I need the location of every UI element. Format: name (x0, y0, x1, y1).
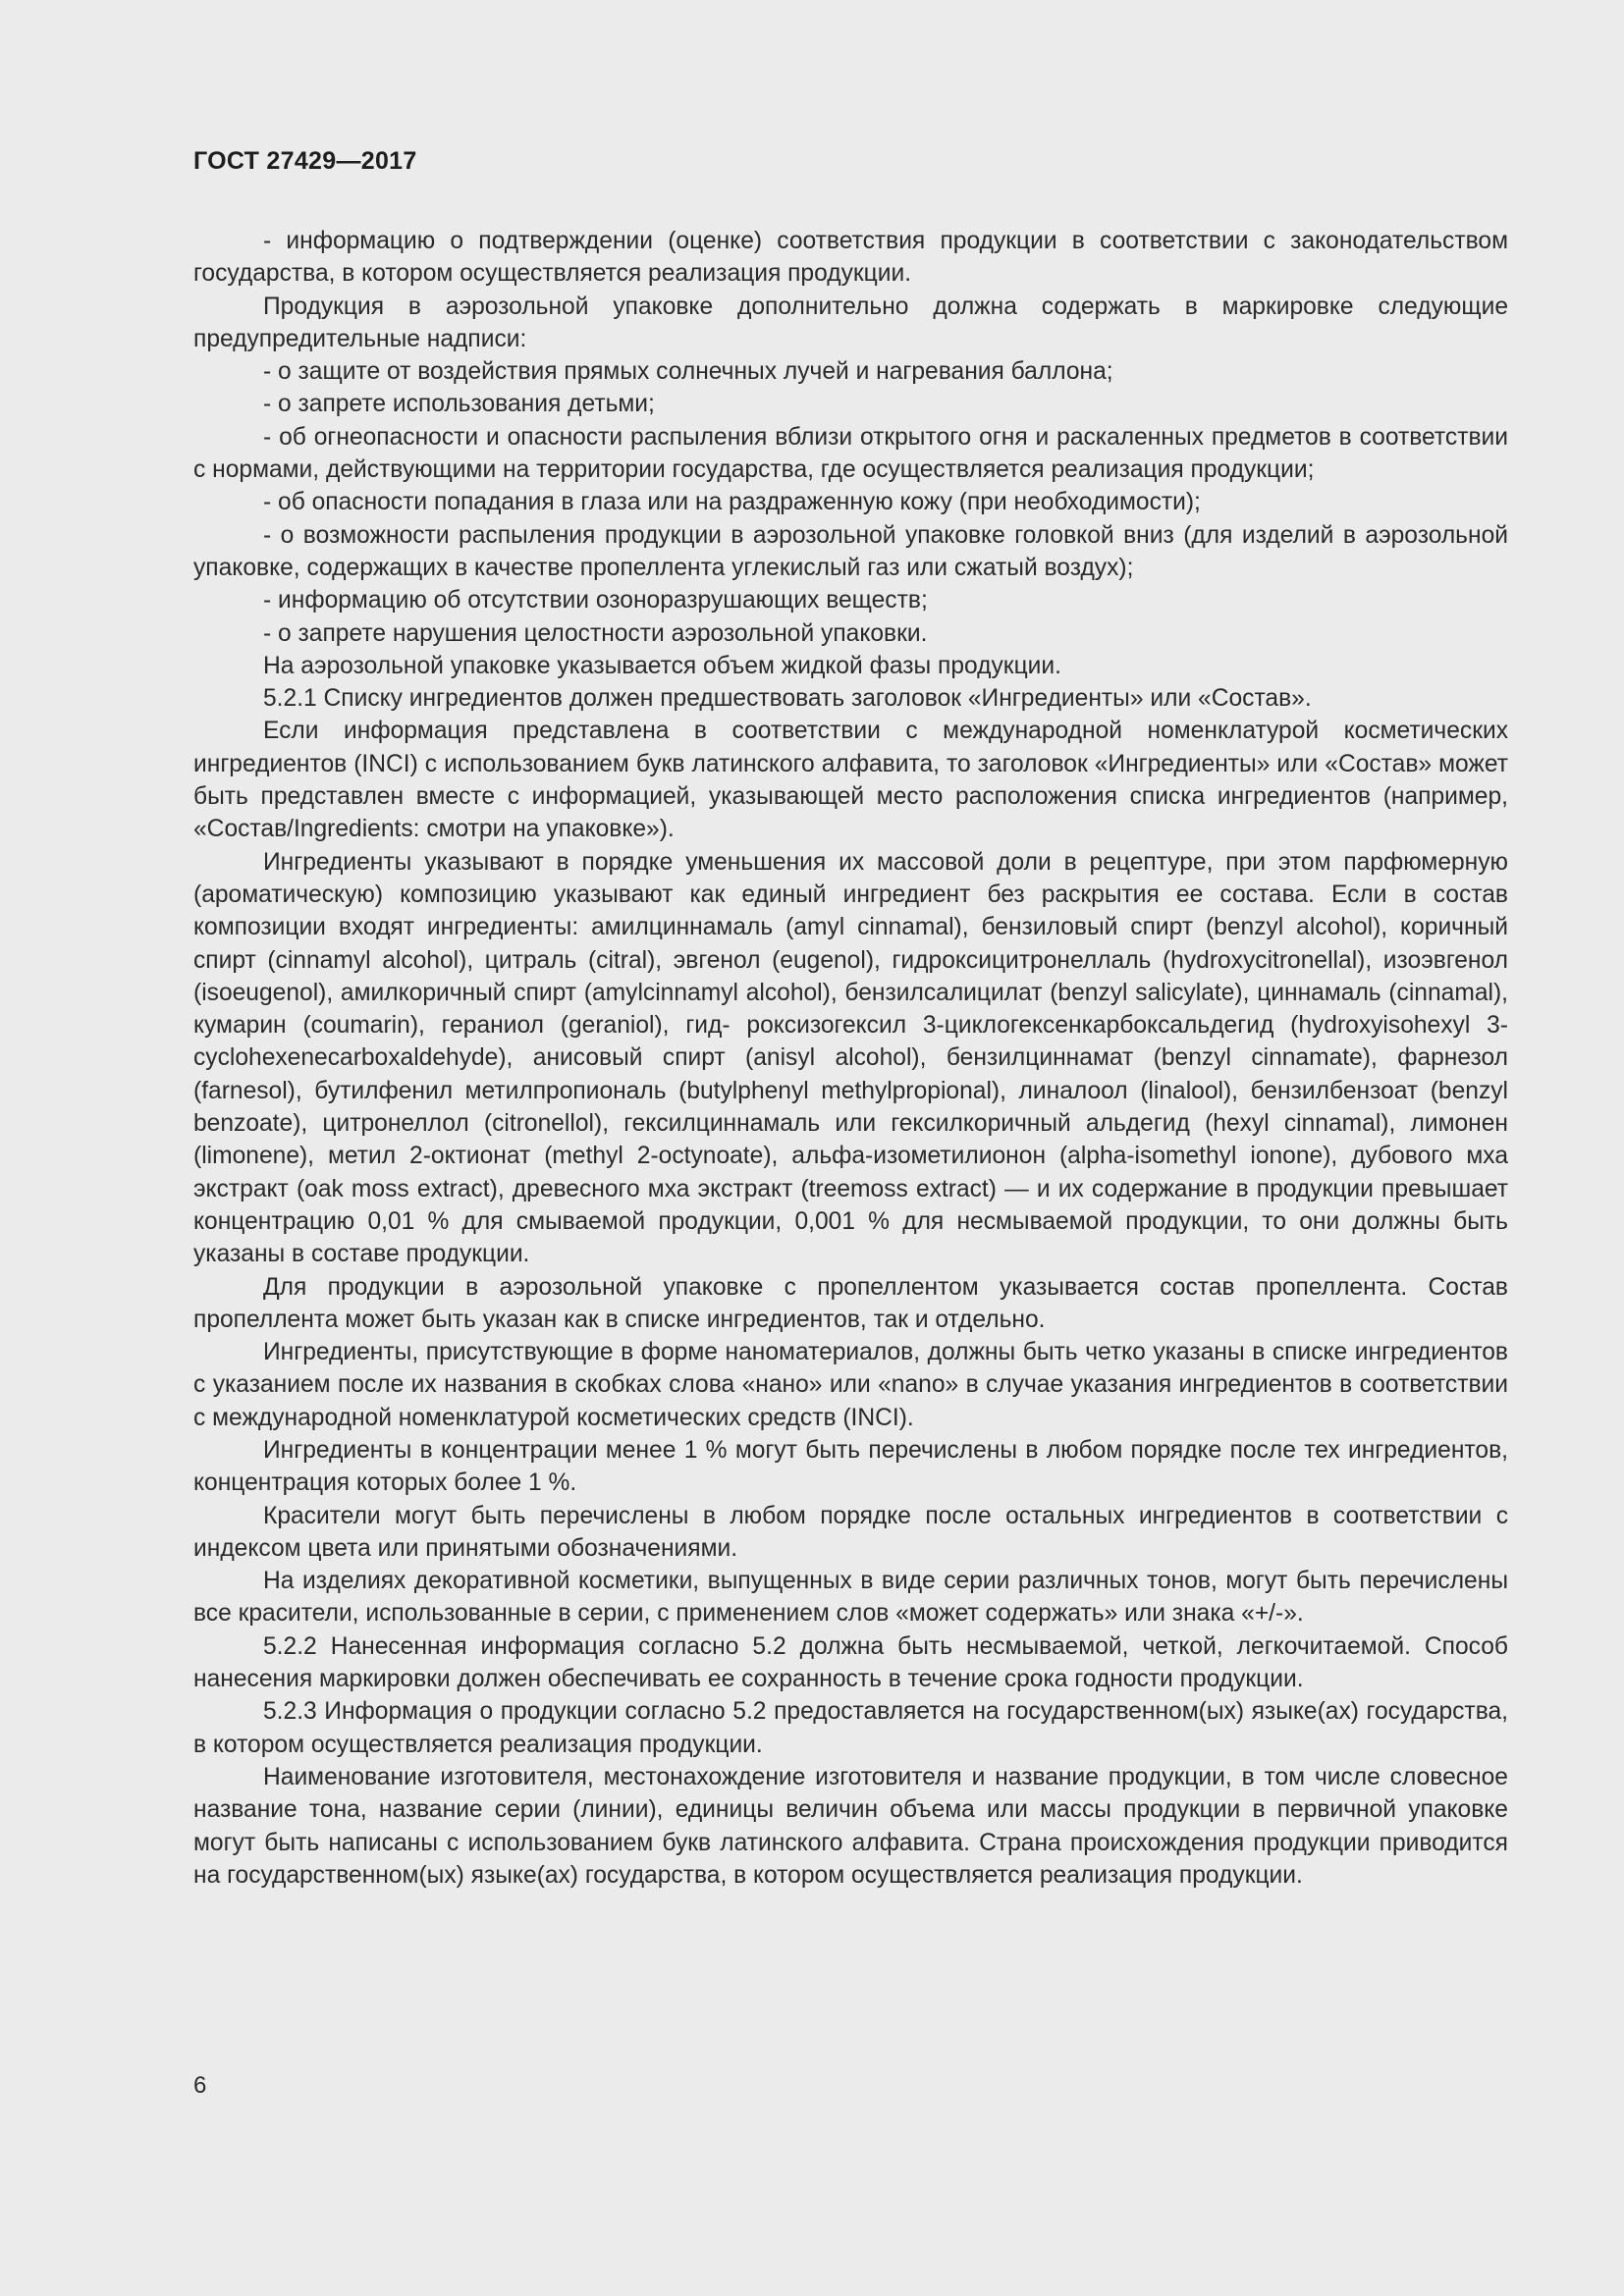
paragraph-5-2-1: 5.2.1 Списку ингредиентов должен предшествовать заголовок «Ингредиенты» или «Состав». (263, 685, 1312, 713)
paragraph-aerosol-warnings-intro: Продукция в аэрозольной упаковке дополнительно должна содержать в маркировке следующие предупредительные надписи: (193, 293, 1508, 352)
paragraph-5-2-3: 5.2.3 Информация о продукции согласно 5.2 предоставляется на государственном(ых) языке(ах) государства, в котором осуществляется реализация продукции. (193, 1698, 1508, 1758)
list-item-children-prohibition: - о запрете использования детьми; (263, 391, 655, 418)
paragraph-5-2-2: 5.2.2 Нанесенная информация согласно 5.2 должна быть несмываемой, четкой, легкочитаемой. Способ нанесения маркировки должен обеспечивать ее сохранность в течение срока годности продукции. (193, 1632, 1508, 1693)
page-number: 6 (193, 2072, 207, 2099)
list-item-flammability: - об огнеопасности и опасности распыления вблизи открытого огня и раскаленных предметов в соответствии с нормами, действующими на территории государства, где осуществляется реализация продукции; (193, 423, 1508, 484)
list-item-upside-down-spray: - о возможности распыления продукции в аэрозольной упаковке головкой вниз (для изделий в аэрозольной упаковке, содержащих в качестве пропеллента углекислый газ или сжатый воздух); (193, 521, 1508, 581)
paragraph-propellant: Для продукции в аэрозольной упаковке с пропеллентом указывается состав пропеллента. Состав пропеллента может быть указан как в списке ингредиентов, так и отдельно. (193, 1273, 1508, 1333)
list-item-ozone-substances: - информацию об отсутствии озоноразрушающих веществ; (263, 587, 928, 614)
list-item-sunlight-protection: - о защите от воздействия прямых солнечных лучей и нагревания баллона; (263, 358, 1113, 386)
paragraph-nanomaterials: Ингредиенты, присутствующие в форме наноматериалов, должны быть четко указаны в списке ингредиентов с указанием после их названия в скобках слова «нано» или «nano» в случае указания ингредиентов в соответствии с международной номенклатурой косметических средств (INCI). (193, 1339, 1508, 1431)
paragraph-conformity-info: - информацию о подтверждении (оценке) соответствия продукции в соответствии с законодательством государства, в котором осуществляется реализация продукции. (193, 228, 1508, 288)
paragraph-decorative-cosmetics: На изделиях декоративной косметики, выпущенных в виде серии различных тонов, могут быть перечислены все красители, использованные в серии, с применением слов «может содержать» или знака «+/-». (193, 1568, 1508, 1628)
paragraph-inci-heading: Если информация представлена в соответствии с международной номенклатурой косметических ингредиентов (INCI) с использованием букв латинского алфавита, то заголовок «Ингредиенты» или «Состав» может быть представлен вместе с информацией, указывающей место расположения списка ингредиентов (например, «Состав/Ingredients: смотри на упаковке»). (193, 718, 1508, 843)
list-item-eye-skin-hazard: - об опасности попадания в глаза или на раздраженную кожу (при необходимости); (263, 489, 1201, 516)
list-item-integrity-prohibition: - о запрете нарушения целостности аэрозольной упаковки. (263, 619, 928, 647)
document-code-header: ГОСТ 27429—2017 (193, 147, 417, 175)
document-body (193, 225, 1508, 1892)
paragraph-liquid-volume: На аэрозольной упаковке указывается объем жидкой фазы продукции. (263, 652, 1061, 679)
paragraph-manufacturer-name: Наименование изготовителя, местонахождение изготовителя и название продукции, в том числе словесное название тона, название серии (линии), единицы величин объема или массы продукции в первичной упаковке могут быть написаны с использованием букв латинского алфавита. Страна происхождения продукции приводится на государственном(ых) языке(ах) государства, в котором осуществляется реализация продукции. (193, 1763, 1508, 1889)
paragraph-colorants: Красители могут быть перечислены в любом порядке после остальных ингредиентов в соответствии с индексом цвета или принятыми обозначениями. (193, 1502, 1508, 1562)
paragraph-low-concentration: Ингредиенты в концентрации менее 1 % могут быть перечислены в любом порядке после тех ингредиентов, концентрация которых более 1 %. (193, 1436, 1508, 1497)
paragraph-ingredient-order: Ингредиенты указывают в порядке уменьшения их массовой доли в рецептуре, при этом парфюмерную (ароматическую) композицию указывают как единый ингредиент без раскрытия ее состава. Если в состав композиции входят ингредиенты: амилциннамаль (amyl cinnamal), бензиловый спирт (benzyl alcohol), коричный спирт (cinnamyl alcohol), цитраль (citral), эвгенол (eugenol), гидроксицитронеллаль (hydroxycitronellal), изоэвгенол (isoeugenol), амилкоричный спирт (amylcinnamyl alcohol), бензилсалицилат (benzyl salicylate), циннамаль (cinnamal), кумарин (coumarin), гераниол (geraniol), гид- роксизогексил 3-циклогексенкарбоксальдегид (hydroxyisohexyl 3-cyclohexenecarboxaldehyde), анисовый спирт (anisyl alcohol), бензилциннамат (benzyl cinnamate), фарнезол (farnesol), бутилфенил метилпропиональ (butylphenyl methylpropional), линалоол (linalool), бензилбензоат (benzyl benzoate), цитронеллол (citronellol), гексилциннамаль или гексилкоричный альдегид (hexyl cinnamal), лимонен (limonene), метил 2-октионат (methyl 2-octynoate), альфа-изометилионон (alpha-isomethyl ionone), дубового мха экстракт (oak moss extract), древесного мха экстракт (treemoss extract) — и их содержание в продукции превышает концентрацию 0,01 % для смываемой продукции, 0,001 % для несмываемой продукции, то они должны быть указаны в составе продукции. (193, 848, 1508, 1268)
